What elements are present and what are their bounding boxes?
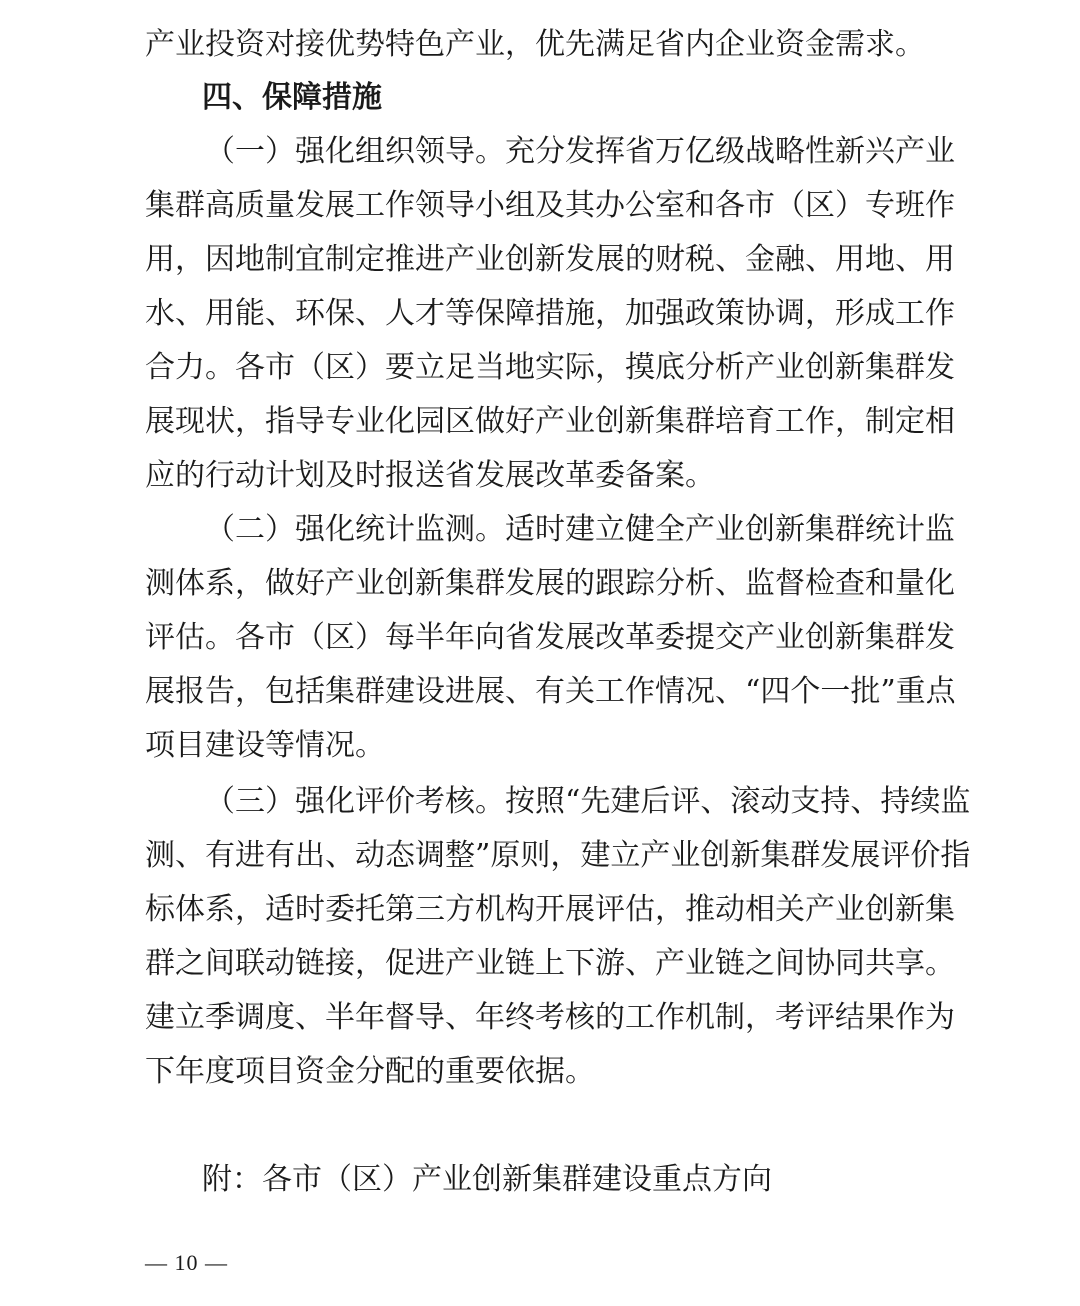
paragraph-line: （二）强化统计监测。适时建立健全产业创新集群统计监 (205, 512, 955, 547)
paragraph-line: 标体系，适时委托第三方机构开展评估，推动相关产业创新集 (145, 892, 955, 927)
paragraph-line: 集群高质量发展工作领导小组及其办公室和各市（区）专班作 (145, 188, 955, 223)
paragraph-line: 群之间联动链接，促进产业链上下游、产业链之间协同共享。 (145, 946, 955, 981)
intro-line: 产业投资对接优势特色产业，优先满足省内企业资金需求。 (145, 27, 925, 62)
paragraph-line: 合力。各市（区）要立足当地实际，摸底分析产业创新集群发 (145, 350, 955, 385)
paragraph-line: 水、用能、环保、人才等保障措施，加强政策协调，形成工作 (145, 296, 955, 331)
section-heading: 四、保障措施 (202, 80, 382, 115)
paragraph-line: 下年度项目资金分配的重要依据。 (145, 1054, 595, 1089)
paragraph-line: 评估。各市（区）每半年向省发展改革委提交产业创新集群发 (145, 620, 955, 655)
paragraph-line: 项目建设等情况。 (145, 728, 385, 763)
paragraph-line: 展现状，指导专业化园区做好产业创新集群培育工作，制定相 (145, 404, 955, 439)
paragraph-line: 建立季调度、半年督导、年终考核的工作机制，考评结果作为 (145, 1000, 955, 1035)
paragraph-line: 测体系，做好产业创新集群发展的跟踪分析、监督检查和量化 (145, 566, 955, 601)
paragraph-line: 展报告，包括集群建设进展、有关工作情况、“四个一批”重点 (145, 674, 956, 709)
paragraph-line: （三）强化评价考核。按照“先建后评、滚动支持、持续监 (205, 784, 971, 819)
paragraph-line: （一）强化组织领导。充分发挥省万亿级战略性新兴产业 (205, 134, 955, 169)
paragraph-line: 用，因地制宜制定推进产业创新发展的财税、金融、用地、用 (145, 242, 955, 277)
paragraph-line: 测、有进有出、动态调整”原则，建立产业创新集群发展评价指 (145, 838, 971, 873)
attachment-note: 附：各市（区）产业创新集群建设重点方向 (202, 1162, 772, 1197)
page-number: — 10 — (145, 1250, 228, 1275)
paragraph-line: 应的行动计划及时报送省发展改革委备案。 (145, 458, 715, 493)
